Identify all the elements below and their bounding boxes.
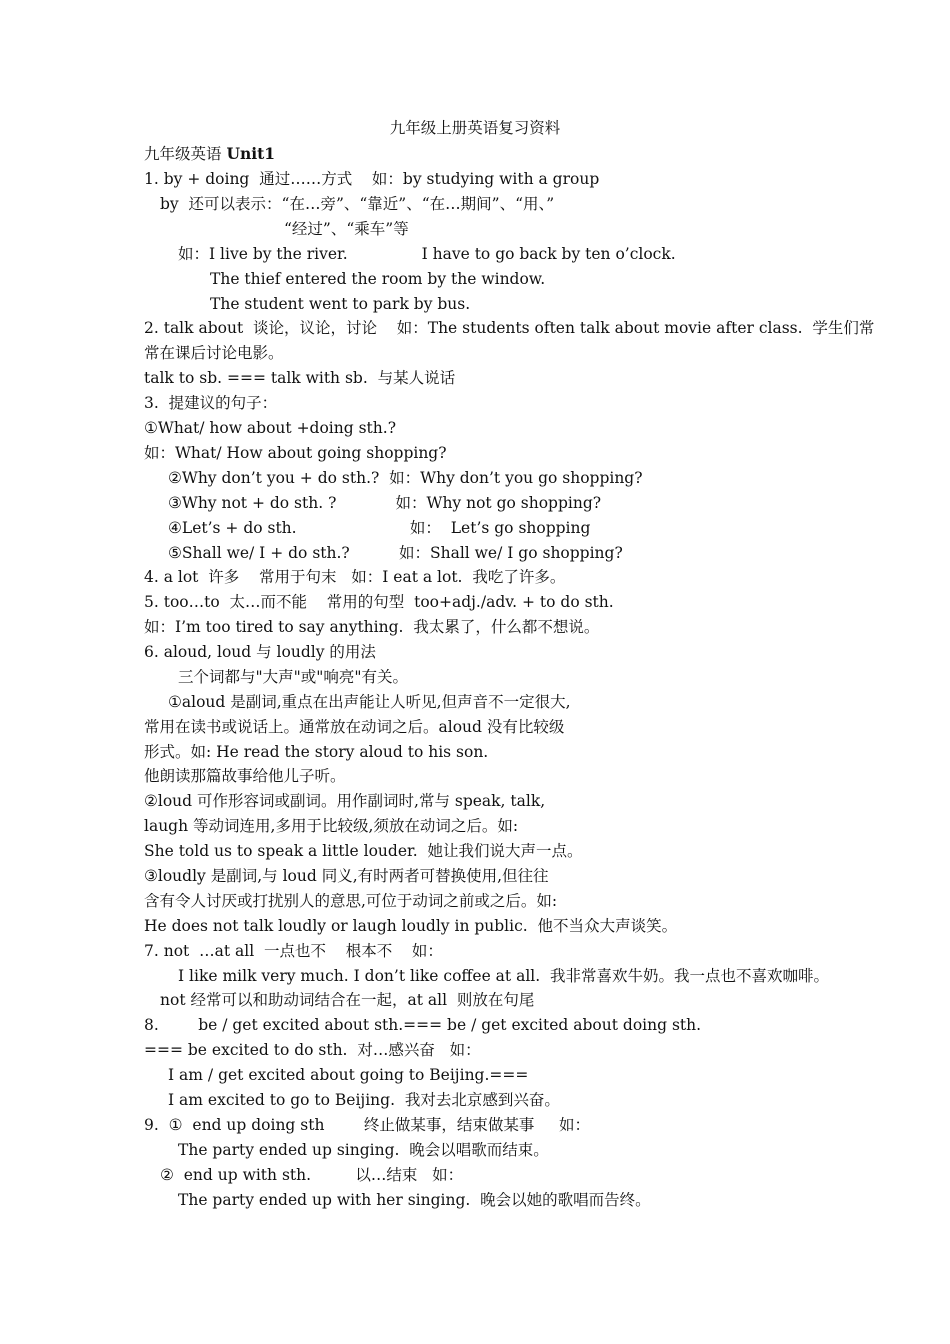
document-title: 九年级上册英语复习资料 [389,119,561,137]
text-line: 形式。如: He read the story aloud to his son. [144,743,489,761]
text-line: by 还可以表示：“在…旁”、“靠近”、“在…期间”、“用、” [160,195,555,213]
text-line: ② end up with sth. 以…结束 如： [160,1166,464,1184]
text-line: He does not talk loudly or laugh loudly in public. 他不当众大声谈笑。 [144,917,678,935]
text-line: 含有令人讨厌或打扰别人的意思,可位于动词之前或之后。如: [144,892,558,910]
text-line: 7. not …at all 一点也不 根本不 如： [144,942,443,960]
text-line: 三个词都与"大声"或"响亮"有关。 [178,668,409,686]
text-line: The thief entered the room by the window. [210,270,546,288]
text-line: === be excited to do sth. 对…感兴奋 如： [144,1041,481,1059]
text-line: ③Why not + do sth. ? 如：Why not go shopping? [168,494,602,512]
text-line: The party ended up with her singing. 晚会以她的歌唱而告终。 [178,1191,651,1209]
text-line: 常在课后讨论电影。 [144,344,284,362]
text-line: 6. aloud, loud 与 loudly 的用法 [144,643,376,661]
text-line: 如：I’m too tired to say anything. 我太累了，什么都不想说。 [144,618,600,636]
text-line: 如：What/ How about going shopping? [144,444,447,462]
text-line: 8. be / get excited about sth.=== be / get excited about doing sth. [144,1016,702,1034]
text-line: ⑤Shall we/ I + do sth.? 如：Shall we/ I go shopping? [168,544,623,562]
unit-label: Unit1 [226,144,276,163]
text-line: I like milk very much. I don’t like coffee at all. 我非常喜欢牛奶。我一点也不喜欢咖啡。 [178,967,830,985]
text-line: ①What/ how about +doing sth.? [144,419,397,437]
unit-prefix: 九年级英语 [144,145,227,163]
unit-heading [144,144,275,164]
text-line: 5. too…to 太…而不能 常用的句型 too+adj./adv. + to do sth. [144,593,614,611]
text-line: 1. by + doing 通过……方式 如：by studying with a group [144,170,600,188]
text-line: 4. a lot 许多 常用于句末 如：I eat a lot. 我吃了许多。 [144,568,566,586]
text-line: 2. talk about 谈论，议论，讨论 如：The students often talk about movie after class. 学生们常 [144,319,875,337]
text-line: The student went to park by bus. [210,295,471,313]
text-line: 常用在读书或说话上。通常放在动词之后。aloud 没有比较级 [144,718,565,736]
text-line: ②loud 可作形容词或副词。用作副词时,常与 speak, talk, [144,792,546,810]
text-line: “经过”、“乘车”等 [284,220,409,238]
text-line: She told us to speak a little louder. 她让我们说大声一点。 [144,842,583,860]
text-line: ②Why don’t you + do sth.? 如：Why don’t you go shopping? [168,469,643,487]
text-line: 他朗读那篇故事给他儿子听。 [144,767,346,785]
text-line: ④Let’s + do sth. 如： Let’s go shopping [168,519,591,537]
text-line: ①aloud 是副词,重点在出声能让人听见,但声音不一定很大, [168,693,571,711]
text-line: talk to sb. === talk with sb. 与某人说话 [144,369,456,387]
text-line: I am excited to go to Beijing. 我对去北京感到兴奋。 [168,1091,560,1109]
text-line: The party ended up singing. 晚会以唱歌而结束。 [178,1141,549,1159]
text-line: 3. 提建议的句子： [144,394,278,412]
text-line: I am / get excited about going to Beijing.=== [168,1066,529,1084]
text-line: 9. ① end up doing sth 终止做某事，结束做某事 如： [144,1116,590,1134]
text-line: ③loudly 是副词,与 loud 同义,有时两者可替换使用,但往往 [144,867,549,885]
text-line: laugh 等动词连用,多用于比较级,须放在动词之后。如: [144,817,519,835]
text-line: not 经常可以和助动词结合在一起，at all 则放在句尾 [160,991,535,1009]
text-line: 如：I live by the river. I have to go back by ten o’clock. [178,245,676,263]
